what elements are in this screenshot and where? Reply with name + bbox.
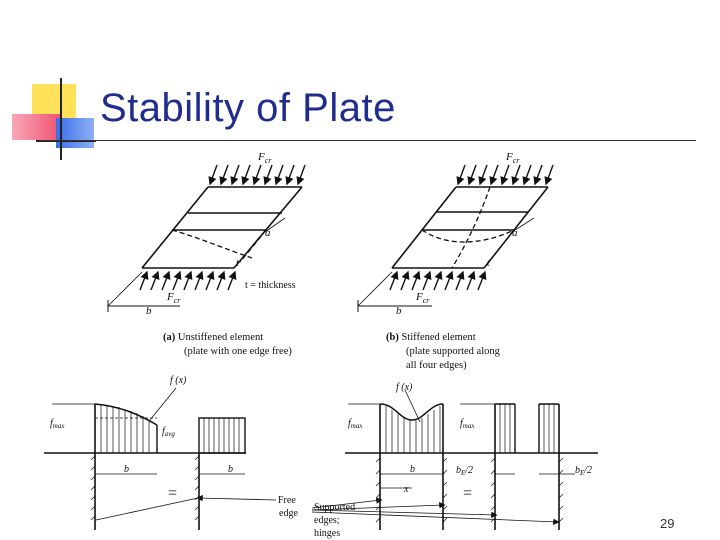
label-supported-1: Supported — [314, 502, 356, 513]
stress-diagram-a — [44, 388, 246, 530]
load-arrows-top-b — [458, 165, 553, 184]
label-t-a: t — [236, 258, 239, 269]
label-free-edge-2: edge — [279, 508, 298, 519]
label-favg-a: $f_{avg}$ — [162, 426, 175, 438]
label-fcr-bottom-b: $F_{cr}$ — [416, 291, 430, 305]
caption-b-line2: (plate supported along — [406, 346, 500, 357]
label-free-edge-1: Free — [278, 495, 296, 506]
caption-b: (b) Stiffened element — [386, 332, 476, 343]
label-b-stress-b: b — [410, 464, 415, 475]
page-number: 29 — [660, 516, 675, 531]
plate-a — [142, 187, 302, 268]
label-fcr-top-a: $F_{cr}$ — [258, 151, 272, 165]
label-be-half-2: $b_E/2$ — [575, 465, 593, 477]
label-fcr-bottom-a: $F_{cr}$ — [167, 291, 181, 305]
load-arrows-bottom-b — [390, 272, 485, 290]
label-x-stress-b: x — [404, 484, 409, 495]
label-supported-3: hinges — [314, 528, 341, 539]
label-supported-2: edges; — [314, 515, 340, 526]
equals-b: = — [463, 485, 473, 502]
label-b-a: b — [146, 305, 152, 317]
label-t-b: t — [487, 258, 490, 269]
label-fmax-a: $f_{max}$ — [50, 418, 65, 430]
label-a-a: a — [265, 227, 271, 239]
caption-b-line3: all four edges) — [406, 360, 467, 371]
slide-title: Stability of Plate — [100, 86, 396, 130]
label-fx-a: f (x) — [170, 375, 187, 386]
caption-a: (a) Unstiffened element — [163, 332, 264, 343]
label-b-stress-a-left: b — [124, 464, 129, 475]
label-fmax-b-right: $f_{max}$ — [460, 418, 475, 430]
dim-leader-a — [108, 272, 142, 306]
label-a-b: a — [512, 227, 518, 239]
label-b-b: b — [396, 305, 402, 317]
equals-a: = — [168, 485, 178, 502]
label-be-half-1: $b_E/2$ — [456, 465, 474, 477]
plate-b — [392, 187, 548, 268]
caption-a-line2: (plate with one edge free) — [184, 346, 292, 357]
dim-leader-b — [358, 272, 392, 306]
label-fx-b: f (x) — [396, 382, 413, 393]
load-arrows-bottom-a — [140, 272, 235, 290]
label-thickness: t = thickness — [245, 280, 296, 291]
label-fcr-top-b: $F_{cr}$ — [506, 151, 520, 165]
load-arrows-top-a — [210, 165, 305, 184]
label-fmax-b-left: $f_{max}$ — [348, 418, 363, 430]
stress-diagram-b — [345, 390, 598, 530]
label-b-stress-a-right: b — [228, 464, 233, 475]
